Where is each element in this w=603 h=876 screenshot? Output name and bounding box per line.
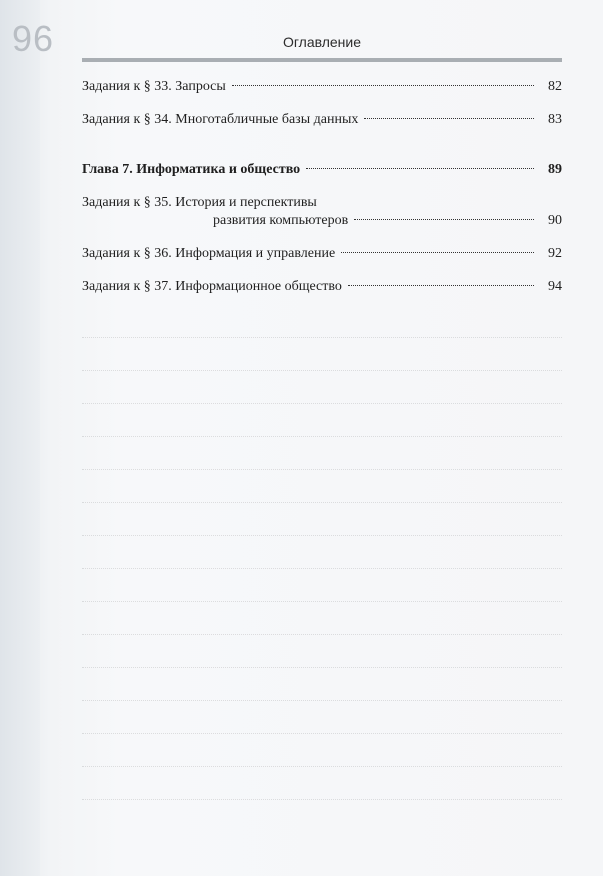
page-edge-strip <box>0 0 40 876</box>
running-head: Оглавление <box>282 34 362 50</box>
toc-entry-page: 89 <box>548 162 562 177</box>
toc-entry-34 <box>82 111 562 129</box>
toc-entry-page: 83 <box>548 112 562 127</box>
toc-entry-label-cont: развития компьютеров <box>213 213 349 228</box>
toc-entry-33 <box>82 78 562 96</box>
toc-chapter-7 <box>82 161 562 179</box>
toc-entry-label: Задания к § 35. История и перспективы <box>82 195 317 210</box>
toc-entry-label: Задания к § 36. Информация и управление <box>82 246 336 261</box>
toc-entry-37 <box>82 278 562 296</box>
toc-entry-page: 94 <box>548 279 562 294</box>
dot-leader <box>348 285 534 286</box>
page-number: 96 <box>12 18 55 59</box>
dot-leader <box>341 252 534 253</box>
dot-leader <box>364 118 534 119</box>
toc-entry-label: Задания к § 34. Многотабличные базы данных <box>82 112 359 127</box>
dot-leader <box>232 85 534 86</box>
bleed-through-background <box>82 305 562 845</box>
header-rule <box>82 58 562 62</box>
toc-entry-page: 90 <box>548 213 562 228</box>
toc-entry-36 <box>82 245 562 263</box>
toc-entry-page: 92 <box>548 246 562 261</box>
dot-leader <box>354 219 534 220</box>
toc-entry-35 <box>82 194 562 230</box>
toc-entry-label: Задания к § 37. Информационное общество <box>82 279 342 294</box>
toc-entry-label: Задания к § 33. Запросы <box>82 79 226 94</box>
toc-chapter-label: Глава 7. Информатика и общество <box>82 162 301 177</box>
table-of-contents <box>82 78 562 296</box>
dot-leader <box>306 168 534 169</box>
toc-entry-page: 82 <box>548 79 562 94</box>
